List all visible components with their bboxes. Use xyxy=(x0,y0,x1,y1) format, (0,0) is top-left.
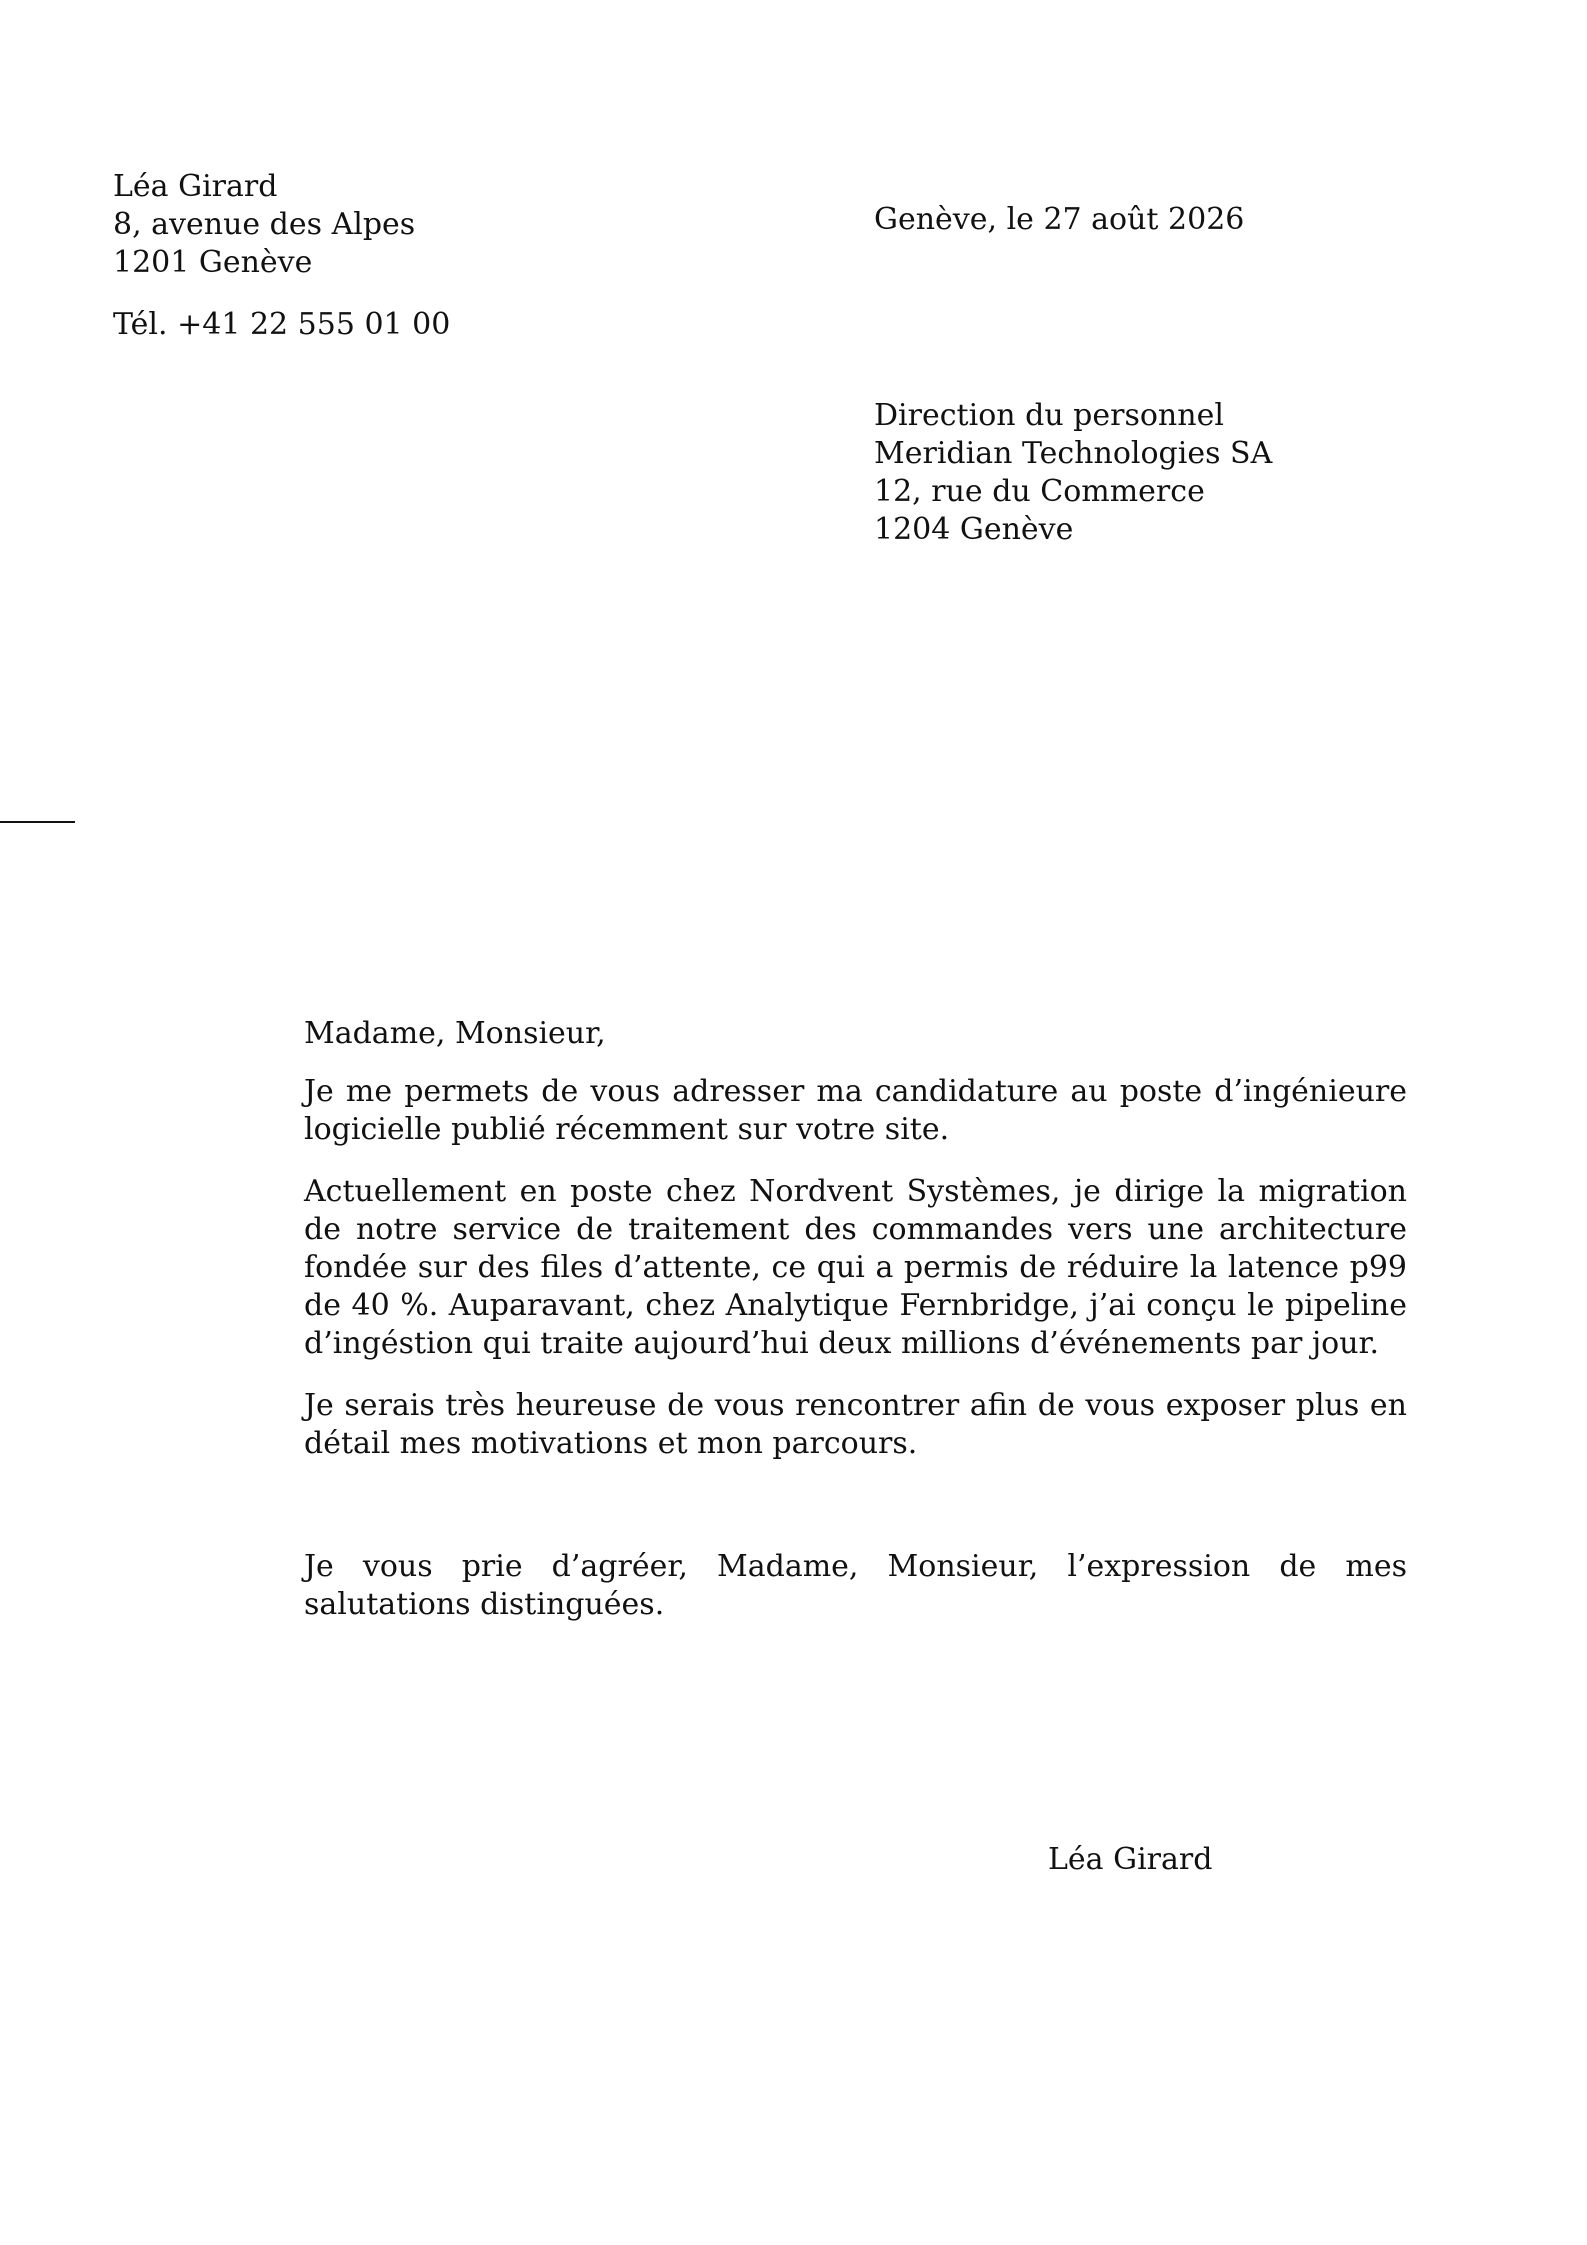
paragraph-1-block xyxy=(304,1073,1407,1149)
letter-date: Genève, le 27 août 2026 xyxy=(874,202,1245,237)
sender-city: 1201 Genève xyxy=(113,245,313,280)
sender-phone: Tél. +41 22 555 01 00 xyxy=(113,307,451,342)
sender-name: Léa Girard xyxy=(113,169,278,204)
sender-street: 8, avenue des Alpes xyxy=(113,207,416,242)
paragraph-2-block xyxy=(304,1173,1407,1363)
closing-formula: Je vous prie d’agréer, Madame, Monsieur, l’expression de mes salutations distinguées. xyxy=(304,1549,1407,1622)
paragraph-3-block xyxy=(304,1387,1407,1463)
closing-block xyxy=(304,1548,1407,1624)
salutation: Madame, Monsieur, xyxy=(304,1016,606,1051)
paragraph-2: Actuellement en poste chez Nordvent Systèmes, je dirige la migration de notre service de traitement des commandes vers une architecture fondée sur des files d’attente, ce qui a permis de réduire la latence p99 de 40 %. Auparavant, chez Analytique Fernbridge, j’ai conçu le pipeline d’ingéstion qui traite aujourd’hui deux millions d’événements par jour. xyxy=(304,1174,1407,1361)
signature: Léa Girard xyxy=(1048,1842,1213,1877)
paragraph-1: Je me permets de vous adresser ma candidature au poste d’ingénieure logicielle publié récemment sur votre site. xyxy=(304,1074,1407,1147)
paragraph-3: Je serais très heureuse de vous rencontrer afin de vous exposer plus en détail mes motivations et mon parcours. xyxy=(304,1388,1407,1461)
fold-mark xyxy=(0,821,75,823)
recipient-company: Meridian Technologies SA xyxy=(874,436,1273,471)
recipient-street: 12, rue du Commerce xyxy=(874,474,1205,509)
recipient-city: 1204 Genève xyxy=(874,512,1074,547)
recipient-department: Direction du personnel xyxy=(874,398,1224,433)
